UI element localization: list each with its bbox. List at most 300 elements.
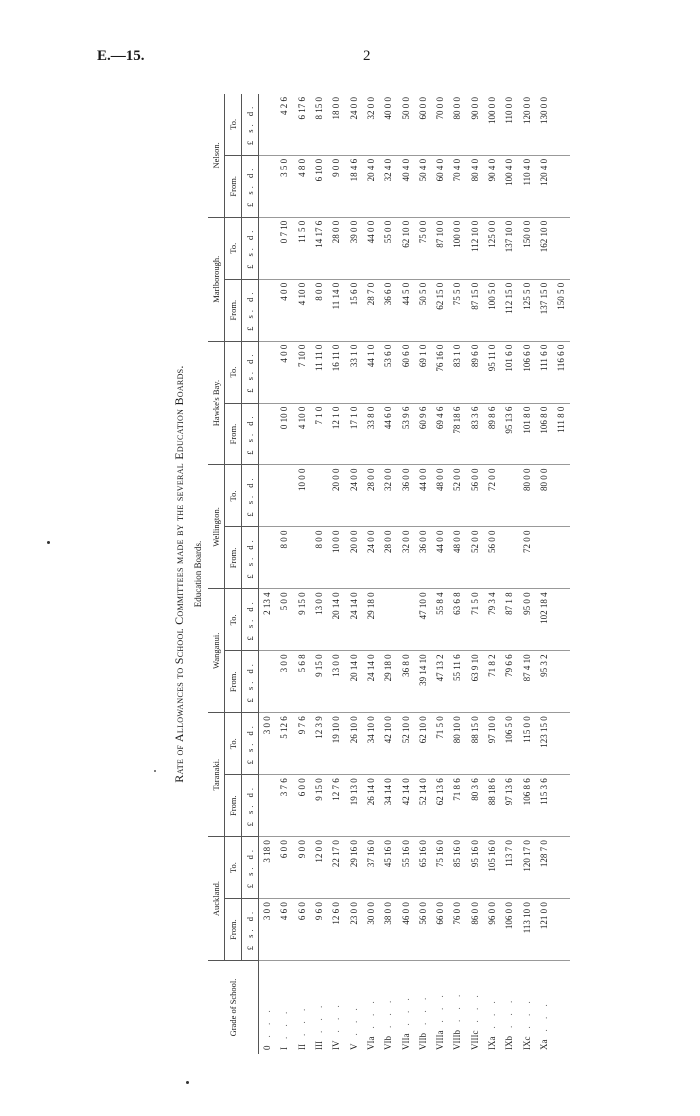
from-header: From. bbox=[225, 651, 242, 713]
value-cell bbox=[553, 589, 570, 651]
table-row bbox=[553, 94, 570, 1054]
value-cell: 18 0 0 bbox=[328, 94, 345, 155]
table-row bbox=[432, 94, 449, 1054]
value-cell: 36 0 0 bbox=[397, 465, 414, 527]
board-header: Wellington. bbox=[208, 465, 225, 589]
value-cell: 123 15 0 bbox=[536, 713, 553, 775]
value-cell: 76 0 0 bbox=[449, 899, 466, 961]
ink-mark bbox=[47, 541, 50, 544]
value-cell: 29 18 0 bbox=[380, 651, 397, 713]
value-cell: 120 4 0 bbox=[536, 155, 553, 217]
grade-cell: IXb. . . bbox=[504, 996, 515, 1050]
value-cell: 4 10 0 bbox=[294, 279, 311, 341]
units-header: £ s. d. bbox=[242, 155, 259, 217]
value-cell: 55 11 6 bbox=[449, 651, 466, 713]
table-row bbox=[397, 94, 414, 1054]
board-header: Marlborough. bbox=[208, 217, 225, 341]
table-row bbox=[467, 94, 484, 1054]
value-cell bbox=[259, 279, 277, 341]
grade-cell bbox=[553, 961, 570, 1055]
value-cell: 83 3 6 bbox=[467, 403, 484, 465]
value-cell bbox=[259, 341, 277, 403]
value-cell: 62 13 6 bbox=[432, 775, 449, 837]
units-header: £ s. d. bbox=[242, 589, 259, 651]
value-cell: 100 4 0 bbox=[501, 155, 518, 217]
value-cell: 0 10 0 bbox=[276, 403, 293, 465]
value-cell: 44 6 0 bbox=[380, 403, 397, 465]
board-header: Taranaki. bbox=[208, 713, 225, 837]
value-cell bbox=[553, 837, 570, 899]
value-cell: 24 0 0 bbox=[345, 94, 362, 155]
units-header: £ s. d. bbox=[242, 775, 259, 837]
value-cell bbox=[536, 527, 553, 589]
value-cell: 20 4 0 bbox=[363, 155, 380, 217]
value-cell: 6 17 6 bbox=[294, 94, 311, 155]
value-cell: 62 10 0 bbox=[397, 217, 414, 279]
value-cell: 26 14 0 bbox=[363, 775, 380, 837]
value-cell: 110 0 0 bbox=[501, 94, 518, 155]
to-header: To. bbox=[225, 341, 242, 403]
value-cell: 3 5 0 bbox=[276, 155, 293, 217]
value-cell: 14 17 6 bbox=[311, 217, 328, 279]
value-cell: 26 10 0 bbox=[345, 713, 362, 775]
value-cell: 72 0 0 bbox=[518, 527, 535, 589]
grade-cell: VIIIb. . . bbox=[452, 990, 463, 1050]
value-cell: 95 3 2 bbox=[536, 651, 553, 713]
table-row bbox=[276, 94, 293, 1054]
value-cell: 42 10 0 bbox=[380, 713, 397, 775]
value-cell: 113 10 0 bbox=[518, 899, 535, 961]
value-cell: 53 9 6 bbox=[397, 403, 414, 465]
value-cell: 9 6 0 bbox=[311, 899, 328, 961]
value-cell: 11 5 0 bbox=[294, 217, 311, 279]
value-cell: 50 5 0 bbox=[415, 279, 432, 341]
value-cell: 12 3 9 bbox=[311, 713, 328, 775]
value-cell bbox=[259, 465, 277, 527]
value-cell bbox=[553, 713, 570, 775]
value-cell: 130 0 0 bbox=[536, 94, 553, 155]
value-cell: 24 14 0 bbox=[345, 589, 362, 651]
value-cell: 62 10 0 bbox=[415, 713, 432, 775]
value-cell: 32 4 0 bbox=[380, 155, 397, 217]
grade-cell: VIa. . . bbox=[365, 997, 376, 1050]
value-cell bbox=[501, 465, 518, 527]
value-cell: 69 1 0 bbox=[415, 341, 432, 403]
value-cell: 32 0 0 bbox=[380, 465, 397, 527]
value-cell: 39 0 0 bbox=[345, 217, 362, 279]
value-cell bbox=[276, 465, 293, 527]
table-row bbox=[294, 94, 311, 1054]
grade-cell: V. . . bbox=[348, 1004, 359, 1050]
table-body bbox=[259, 94, 571, 1054]
value-cell: 111 6 0 bbox=[536, 341, 553, 403]
value-cell: 75 0 0 bbox=[415, 217, 432, 279]
grade-cell: VIIb. . . bbox=[417, 993, 428, 1050]
value-cell: 76 16 0 bbox=[432, 341, 449, 403]
table-row bbox=[484, 94, 501, 1054]
value-cell: 105 16 0 bbox=[484, 837, 501, 899]
value-cell bbox=[259, 775, 277, 837]
value-cell: 36 6 0 bbox=[380, 279, 397, 341]
units-header: £ s. d. bbox=[242, 713, 259, 775]
table-row bbox=[536, 94, 553, 1054]
value-cell: 8 0 0 bbox=[276, 527, 293, 589]
value-cell: 11 14 0 bbox=[328, 279, 345, 341]
value-cell: 116 6 0 bbox=[553, 341, 570, 403]
value-cell: 90 4 0 bbox=[484, 155, 501, 217]
from-header: From. bbox=[225, 775, 242, 837]
to-header: To. bbox=[225, 589, 242, 651]
value-cell: 50 0 0 bbox=[397, 94, 414, 155]
value-cell: 102 18 4 bbox=[536, 589, 553, 651]
value-cell: 29 18 0 bbox=[363, 589, 380, 651]
rotated-table-area bbox=[168, 94, 586, 1054]
value-cell: 52 0 0 bbox=[467, 527, 484, 589]
value-cell: 75 16 0 bbox=[432, 837, 449, 899]
value-cell bbox=[553, 775, 570, 837]
value-cell: 63 6 8 bbox=[449, 589, 466, 651]
value-cell: 112 15 0 bbox=[501, 279, 518, 341]
value-cell: 22 17 0 bbox=[328, 837, 345, 899]
value-cell: 120 17 0 bbox=[518, 837, 535, 899]
value-cell: 48 0 0 bbox=[432, 465, 449, 527]
value-cell bbox=[380, 589, 397, 651]
value-cell: 11 11 0 bbox=[311, 341, 328, 403]
grade-header: Grade of School. bbox=[208, 961, 259, 1055]
value-cell bbox=[311, 465, 328, 527]
grade-cell: VIb. . . bbox=[383, 996, 394, 1050]
value-cell: 44 1 0 bbox=[363, 341, 380, 403]
value-cell bbox=[294, 527, 311, 589]
value-cell: 95 16 0 bbox=[467, 837, 484, 899]
ink-mark bbox=[154, 770, 156, 772]
value-cell: 47 13 2 bbox=[432, 651, 449, 713]
value-cell: 12 1 0 bbox=[328, 403, 345, 465]
value-cell: 125 0 0 bbox=[484, 217, 501, 279]
value-cell: 60 0 0 bbox=[415, 94, 432, 155]
table-subtitle: Education Boards. bbox=[193, 540, 203, 608]
table-row bbox=[259, 94, 277, 1054]
table-block bbox=[168, 94, 586, 1054]
page-number: 2 bbox=[363, 48, 371, 64]
value-cell: 88 15 0 bbox=[467, 713, 484, 775]
value-cell: 7 1 0 bbox=[311, 403, 328, 465]
value-cell: 87 10 0 bbox=[432, 217, 449, 279]
value-cell: 5 6 8 bbox=[294, 651, 311, 713]
value-cell: 150 0 0 bbox=[518, 217, 535, 279]
value-cell: 100 5 0 bbox=[484, 279, 501, 341]
value-cell: 111 8 0 bbox=[553, 403, 570, 465]
from-header: From. bbox=[225, 403, 242, 465]
value-cell: 19 10 0 bbox=[328, 713, 345, 775]
value-cell: 80 0 0 bbox=[449, 94, 466, 155]
value-cell: 56 0 0 bbox=[467, 465, 484, 527]
value-cell: 34 10 0 bbox=[363, 713, 380, 775]
value-cell: 0 7 10 bbox=[276, 217, 293, 279]
value-cell: 18 4 6 bbox=[345, 155, 362, 217]
value-cell: 6 0 0 bbox=[294, 775, 311, 837]
value-cell bbox=[259, 651, 277, 713]
value-cell: 56 0 0 bbox=[415, 899, 432, 961]
value-cell: 46 0 0 bbox=[397, 899, 414, 961]
value-cell: 69 4 6 bbox=[432, 403, 449, 465]
value-cell: 3 0 0 bbox=[276, 651, 293, 713]
units-header-row bbox=[242, 94, 259, 1054]
value-cell: 52 10 0 bbox=[397, 713, 414, 775]
value-cell: 50 4 0 bbox=[415, 155, 432, 217]
value-cell: 6 0 0 bbox=[276, 837, 293, 899]
table-row bbox=[501, 94, 518, 1054]
value-cell: 4 8 0 bbox=[294, 155, 311, 217]
value-cell: 90 0 0 bbox=[467, 94, 484, 155]
value-cell: 3 7 6 bbox=[276, 775, 293, 837]
value-cell: 5 12 6 bbox=[276, 713, 293, 775]
value-cell: 87 4 10 bbox=[518, 651, 535, 713]
units-header: £ s. d. bbox=[242, 527, 259, 589]
value-cell: 106 5 0 bbox=[501, 713, 518, 775]
value-cell: 9 0 0 bbox=[328, 155, 345, 217]
value-cell: 100 0 0 bbox=[484, 94, 501, 155]
value-cell bbox=[259, 155, 277, 217]
table-row bbox=[363, 94, 380, 1054]
value-cell: 9 15 0 bbox=[294, 589, 311, 651]
value-cell: 137 15 0 bbox=[536, 279, 553, 341]
value-cell: 36 8 0 bbox=[397, 651, 414, 713]
value-cell: 44 0 0 bbox=[432, 527, 449, 589]
value-cell: 78 18 6 bbox=[449, 403, 466, 465]
value-cell: 97 10 0 bbox=[484, 713, 501, 775]
value-cell: 52 14 0 bbox=[415, 775, 432, 837]
value-cell: 8 15 0 bbox=[311, 94, 328, 155]
value-cell: 23 0 0 bbox=[345, 899, 362, 961]
value-cell: 112 10 0 bbox=[467, 217, 484, 279]
value-cell: 60 6 0 bbox=[397, 341, 414, 403]
value-cell: 80 0 0 bbox=[518, 465, 535, 527]
to-header: To. bbox=[225, 713, 242, 775]
value-cell: 101 6 0 bbox=[501, 341, 518, 403]
value-cell bbox=[553, 465, 570, 527]
value-cell: 10 0 0 bbox=[328, 527, 345, 589]
units-header: £ s. d. bbox=[242, 217, 259, 279]
value-cell: 3 0 0 bbox=[259, 899, 277, 961]
grade-cell: VIIIa. . . bbox=[435, 991, 446, 1050]
value-cell: 71 5 0 bbox=[432, 713, 449, 775]
from-header: From. bbox=[225, 527, 242, 589]
value-cell bbox=[501, 527, 518, 589]
value-cell: 28 0 0 bbox=[328, 217, 345, 279]
value-cell: 38 0 0 bbox=[380, 899, 397, 961]
value-cell: 47 10 0 bbox=[415, 589, 432, 651]
value-cell bbox=[397, 589, 414, 651]
allowances-table bbox=[208, 94, 570, 1054]
value-cell: 10 0 0 bbox=[294, 465, 311, 527]
value-cell: 80 4 0 bbox=[467, 155, 484, 217]
value-cell: 40 4 0 bbox=[397, 155, 414, 217]
value-cell bbox=[553, 94, 570, 155]
value-cell: 121 0 0 bbox=[536, 899, 553, 961]
value-cell: 20 0 0 bbox=[345, 527, 362, 589]
value-cell: 6 6 0 bbox=[294, 899, 311, 961]
value-cell: 106 8 0 bbox=[536, 403, 553, 465]
value-cell: 96 0 0 bbox=[484, 899, 501, 961]
grade-cell: I. . . bbox=[279, 1007, 290, 1050]
value-cell: 44 0 0 bbox=[363, 217, 380, 279]
grade-cell: VIIIc. . . bbox=[469, 991, 480, 1050]
units-header: £ s. d. bbox=[242, 837, 259, 899]
value-cell: 71 5 0 bbox=[467, 589, 484, 651]
value-cell: 12 0 0 bbox=[311, 837, 328, 899]
value-cell: 4 2 6 bbox=[276, 94, 293, 155]
from-to-header-row bbox=[225, 94, 242, 1054]
value-cell: 89 8 6 bbox=[484, 403, 501, 465]
value-cell: 45 16 0 bbox=[380, 837, 397, 899]
units-header: £ s. d. bbox=[242, 465, 259, 527]
value-cell: 125 5 0 bbox=[518, 279, 535, 341]
value-cell bbox=[259, 94, 277, 155]
value-cell: 2 13 4 bbox=[259, 589, 277, 651]
grade-cell: Xa. . . bbox=[538, 1000, 549, 1050]
value-cell: 4 10 0 bbox=[294, 403, 311, 465]
value-cell: 88 18 6 bbox=[484, 775, 501, 837]
value-cell: 79 3 4 bbox=[484, 589, 501, 651]
value-cell: 44 5 0 bbox=[397, 279, 414, 341]
table-row bbox=[518, 94, 535, 1054]
from-header: From. bbox=[225, 155, 242, 217]
value-cell bbox=[259, 527, 277, 589]
value-cell: 7 10 0 bbox=[294, 341, 311, 403]
value-cell: 83 1 0 bbox=[449, 341, 466, 403]
value-cell: 13 0 0 bbox=[328, 651, 345, 713]
value-cell: 80 3 6 bbox=[467, 775, 484, 837]
grade-cell: 0. . . bbox=[262, 1006, 273, 1050]
to-header: To. bbox=[225, 94, 242, 155]
value-cell: 32 0 0 bbox=[397, 527, 414, 589]
board-header: Wanganui. bbox=[208, 589, 225, 713]
value-cell: 95 11 0 bbox=[484, 341, 501, 403]
value-cell: 55 16 0 bbox=[397, 837, 414, 899]
units-header: £ s. d. bbox=[242, 899, 259, 961]
value-cell: 106 8 6 bbox=[518, 775, 535, 837]
value-cell: 65 16 0 bbox=[415, 837, 432, 899]
board-header-row bbox=[208, 94, 225, 1054]
value-cell: 15 6 0 bbox=[345, 279, 362, 341]
value-cell: 71 8 6 bbox=[449, 775, 466, 837]
value-cell: 71 8 2 bbox=[484, 651, 501, 713]
grade-cell: II. . . bbox=[296, 1004, 307, 1050]
value-cell: 16 11 0 bbox=[328, 341, 345, 403]
value-cell: 9 7 6 bbox=[294, 713, 311, 775]
value-cell: 24 0 0 bbox=[363, 527, 380, 589]
value-cell: 48 0 0 bbox=[449, 527, 466, 589]
value-cell: 72 0 0 bbox=[484, 465, 501, 527]
value-cell: 70 0 0 bbox=[432, 94, 449, 155]
value-cell: 53 6 0 bbox=[380, 341, 397, 403]
grade-cell: III. . . bbox=[314, 1001, 325, 1050]
value-cell: 80 0 0 bbox=[536, 465, 553, 527]
table-row bbox=[380, 94, 397, 1054]
value-cell: 87 1 8 bbox=[501, 589, 518, 651]
value-cell: 150 5 0 bbox=[553, 279, 570, 341]
value-cell: 97 13 6 bbox=[501, 775, 518, 837]
value-cell: 137 10 0 bbox=[501, 217, 518, 279]
value-cell: 87 15 0 bbox=[467, 279, 484, 341]
from-header: From. bbox=[225, 899, 242, 961]
value-cell: 113 7 0 bbox=[501, 837, 518, 899]
value-cell: 20 14 0 bbox=[328, 589, 345, 651]
value-cell: 13 0 0 bbox=[311, 589, 328, 651]
value-cell: 9 15 0 bbox=[311, 651, 328, 713]
grade-cell: IV. . . bbox=[331, 1001, 342, 1050]
value-cell bbox=[259, 403, 277, 465]
value-cell: 95 13 6 bbox=[501, 403, 518, 465]
value-cell bbox=[553, 527, 570, 589]
value-cell: 85 16 0 bbox=[449, 837, 466, 899]
to-header: To. bbox=[225, 465, 242, 527]
value-cell: 28 7 0 bbox=[363, 279, 380, 341]
value-cell: 6 10 0 bbox=[311, 155, 328, 217]
value-cell: 28 0 0 bbox=[380, 527, 397, 589]
table-row bbox=[415, 94, 432, 1054]
to-header: To. bbox=[225, 837, 242, 899]
value-cell: 12 6 0 bbox=[328, 899, 345, 961]
value-cell: 40 0 0 bbox=[380, 94, 397, 155]
from-header: From. bbox=[225, 279, 242, 341]
value-cell: 5 0 0 bbox=[276, 589, 293, 651]
grade-cell: IXa. . . bbox=[487, 997, 497, 1050]
value-cell: 75 5 0 bbox=[449, 279, 466, 341]
value-cell: 9 0 0 bbox=[294, 837, 311, 899]
value-cell: 20 0 0 bbox=[328, 465, 345, 527]
value-cell: 120 0 0 bbox=[518, 94, 535, 155]
table-row bbox=[345, 94, 362, 1054]
value-cell: 4 6 0 bbox=[276, 899, 293, 961]
value-cell: 106 0 0 bbox=[501, 899, 518, 961]
value-cell: 80 10 0 bbox=[449, 713, 466, 775]
value-cell: 24 14 0 bbox=[363, 651, 380, 713]
board-header: Hawke's Bay. bbox=[208, 341, 225, 465]
units-header: £ s. d. bbox=[242, 403, 259, 465]
value-cell: 3 18 0 bbox=[259, 837, 277, 899]
value-cell: 44 0 0 bbox=[415, 465, 432, 527]
value-cell: 3 0 0 bbox=[259, 713, 277, 775]
value-cell: 106 6 0 bbox=[518, 341, 535, 403]
value-cell: 115 0 0 bbox=[518, 713, 535, 775]
value-cell: 4 0 0 bbox=[276, 341, 293, 403]
value-cell: 89 6 0 bbox=[467, 341, 484, 403]
value-cell: 8 0 0 bbox=[311, 527, 328, 589]
value-cell: 34 14 0 bbox=[380, 775, 397, 837]
value-cell: 32 0 0 bbox=[363, 94, 380, 155]
value-cell: 29 16 0 bbox=[345, 837, 362, 899]
value-cell: 55 0 0 bbox=[380, 217, 397, 279]
value-cell: 110 4 0 bbox=[518, 155, 535, 217]
board-header: Auckland. bbox=[208, 837, 225, 961]
grade-cell: VIIa. . . bbox=[400, 994, 411, 1050]
table-row bbox=[311, 94, 328, 1054]
value-cell bbox=[553, 217, 570, 279]
value-cell bbox=[553, 155, 570, 217]
value-cell: 60 9 6 bbox=[415, 403, 432, 465]
value-cell: 12 7 6 bbox=[328, 775, 345, 837]
value-cell: 60 4 0 bbox=[432, 155, 449, 217]
value-cell: 101 8 0 bbox=[518, 403, 535, 465]
value-cell: 36 0 0 bbox=[415, 527, 432, 589]
value-cell: 52 0 0 bbox=[449, 465, 466, 527]
table-row bbox=[328, 94, 345, 1054]
value-cell: 33 8 0 bbox=[363, 403, 380, 465]
value-cell: 20 14 0 bbox=[345, 651, 362, 713]
value-cell: 162 10 0 bbox=[536, 217, 553, 279]
